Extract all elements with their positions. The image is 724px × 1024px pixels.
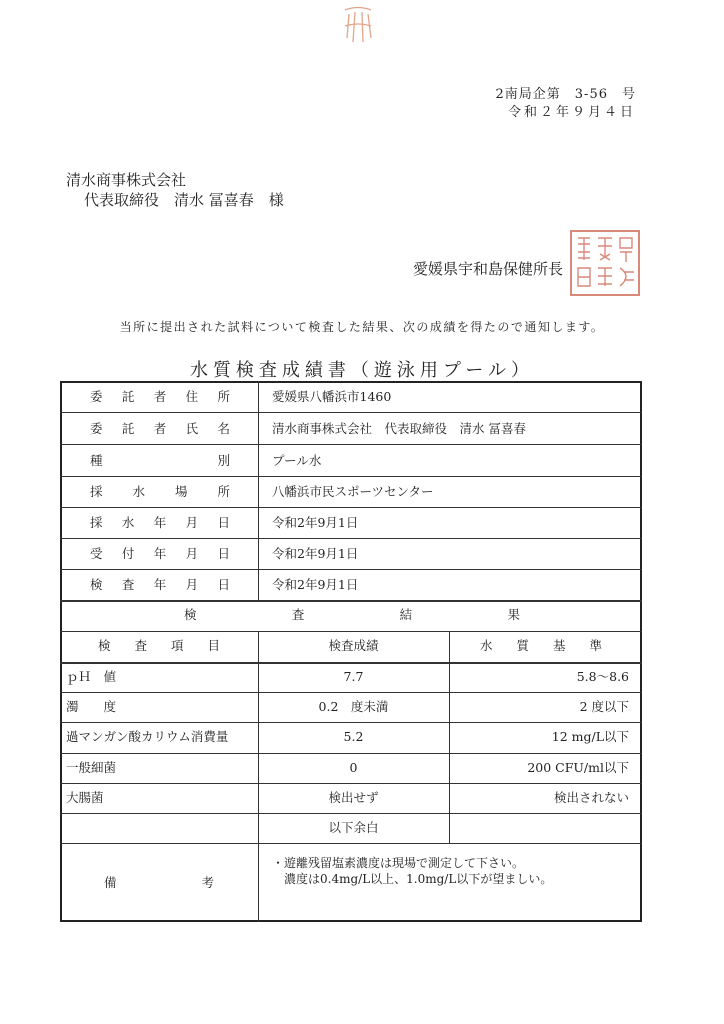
results-section-header: 検 査 結 果: [184, 607, 520, 622]
value-sampling-date: 令和2年9月1日: [272, 515, 359, 530]
remarks-line-2: 濃度は0.4mg/L以上、1.0mg/L以下が望ましい。: [272, 872, 553, 886]
label-client-name: 委 託 者 氏 名: [90, 421, 230, 436]
column-header-item: 検 査 項 目: [98, 638, 220, 653]
result-value-turbidity: 0.2 度未満: [318, 699, 389, 714]
standard-bacteria: 200 CFU/ml以下: [527, 760, 629, 775]
value-type: プール水: [272, 453, 322, 468]
issue-date: 令和２年９月４日: [507, 105, 636, 120]
label-type: 種 別: [90, 453, 230, 468]
label-inspection-date: 検 査 年 月 日: [90, 577, 230, 592]
addressee-company: 清水商事株式会社: [66, 171, 187, 189]
top-stamp-mark: [340, 2, 376, 46]
standard-ecoli: 検出されない: [553, 790, 629, 805]
value-sampling-place: 八幡浜市民スポーツセンター: [272, 484, 434, 499]
official-seal: [568, 228, 642, 298]
notice-text: 当所に提出された試料について検査した結果、次の成績を得たので通知します。: [119, 320, 605, 334]
result-value-bacteria: 0: [349, 760, 358, 775]
standard-turbidity: 2 度以下: [579, 699, 629, 714]
value-client-name: 清水商事株式会社 代表取締役 清水 冨喜春: [272, 421, 526, 436]
result-item-ph: ｐＨ 値: [66, 669, 117, 684]
document-number: 2南局企第 3-56 号: [495, 87, 636, 102]
issuer-name: 愛媛県宇和島保健所長: [413, 260, 564, 278]
remarks-line-1: ・遊離残留塩素濃度は現場で測定して下さい。: [272, 856, 525, 870]
value-inspection-date: 令和2年9月1日: [272, 577, 359, 592]
result-item-kmno4: 過マンガン酸カリウム消費量: [66, 729, 229, 744]
value-receipt-date: 令和2年9月1日: [272, 546, 359, 561]
end-note: 以下余白: [328, 820, 379, 835]
label-sampling-date: 採 水 年 月 日: [90, 515, 230, 530]
remarks-label: 備 考: [104, 875, 214, 890]
result-value-ph: 7.7: [343, 669, 364, 684]
standard-ph: 5.8～8.6: [576, 669, 629, 684]
column-header-result: 検査成績: [328, 638, 379, 653]
report-title: 水質検査成績書（遊泳用プール）: [189, 360, 535, 381]
value-client-address: 愛媛県八幡浜市1460: [272, 389, 392, 404]
result-item-turbidity: 濁 度: [66, 699, 117, 714]
result-item-ecoli: 大腸菌: [66, 790, 104, 805]
result-value-kmno4: 5.2: [343, 729, 364, 744]
result-value-ecoli: 検出せず: [328, 790, 379, 805]
standard-kmno4: 12 mg/L以下: [551, 729, 629, 744]
label-client-address: 委 託 者 住 所: [90, 389, 230, 404]
column-header-standard: 水 質 基 準: [480, 638, 602, 653]
label-receipt-date: 受 付 年 月 日: [90, 546, 230, 561]
result-item-bacteria: 一般細菌: [66, 760, 117, 775]
label-sampling-place: 採 水 場 所: [90, 484, 230, 499]
results-table: [60, 381, 642, 922]
addressee-representative: 代表取締役 清水 冨喜春 様: [84, 191, 284, 209]
